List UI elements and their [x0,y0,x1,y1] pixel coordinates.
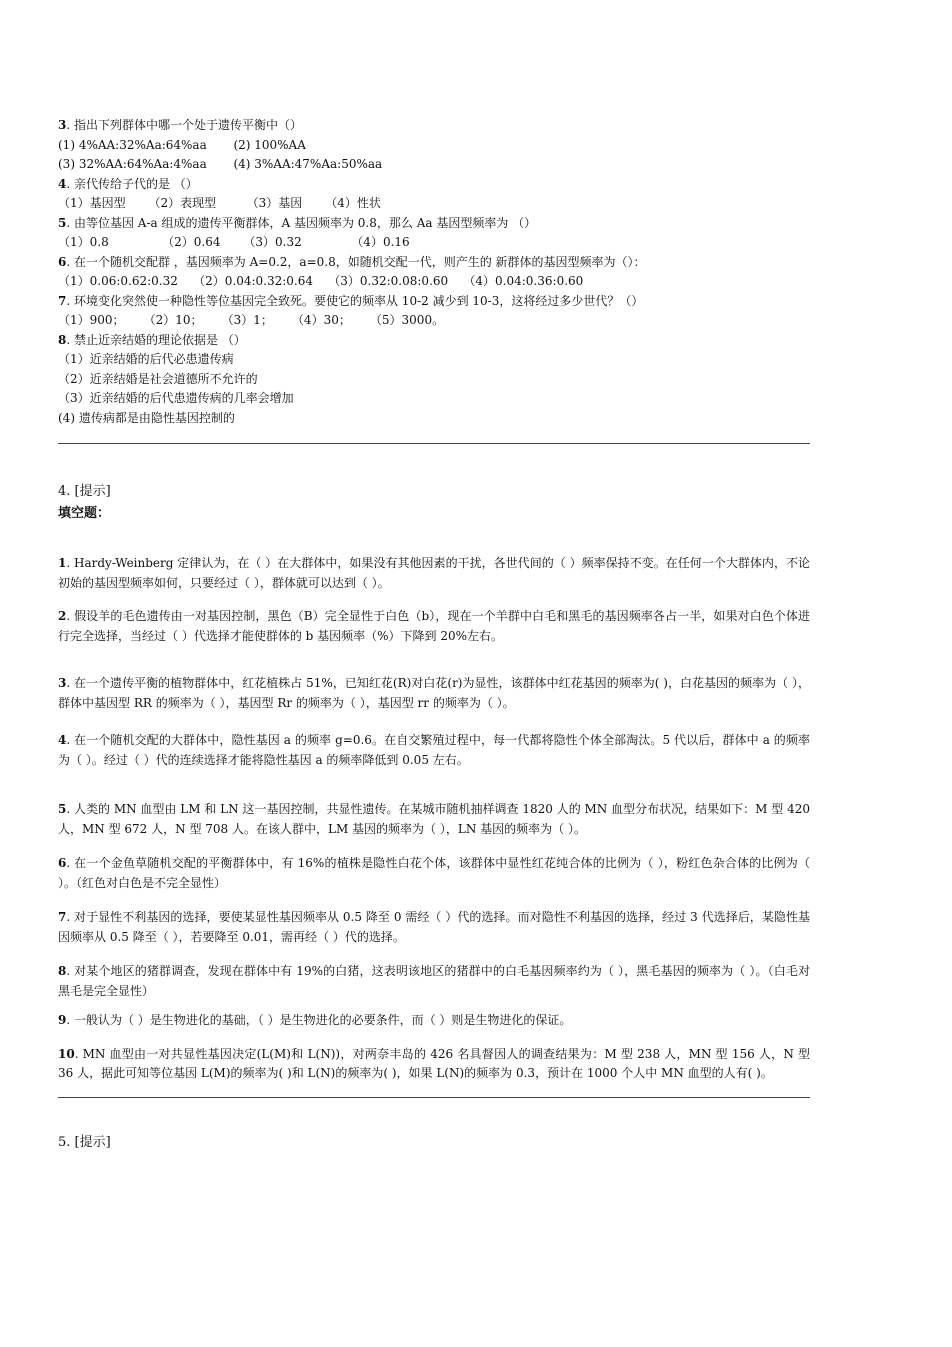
document-page [58,116,810,1153]
question-text: . 在一个随机交配群 ，基因频率为 A=0.2，a=0.8，如随机交配一代，则产生的 新群体的基因型频率为（）： [66,254,646,269]
question-number: 1 [58,556,67,570]
question-number: 3 [58,676,67,690]
question-text: . 由等位基因 A-a 组成的遗传平衡群体，A 基因频率为 0.8，那么 Aa 基因型频率为 （） [66,215,537,230]
question-options: (3) 32%AA:64%Aa:4%aa (4) 3%AA:47%Aa:50%aa [58,157,383,171]
question-text: . 在一个随机交配的大群体中，隐性基因 a 的频率 g=0.6。在自交繁殖过程中，每一代都将隐性个体全部淘汰。5 代以后，群体中 a 的频率为（ ）。经过（ ）代的连续选择才能将隐性基因 a 的频率降低到 0.05 左右。 [58,733,810,767]
question-number: 3 [58,118,67,132]
question-options: (1) 4%AA:32%Aa:64%aa (2) 100%AA [58,137,306,152]
question-text: . 对某个地区的猪群调查，发现在群体中有 19%的白猪，这表明该地区的猪群中的白毛基因频率约为（ ），黑毛基因的频率为（ ）。（白毛对黑毛是完全显性） [58,964,810,998]
fill-question-4 [58,731,810,770]
question-3 [58,116,810,175]
question-options: （1）0.8 （2）0.64 （3）0.32 （4）0.16 [58,235,410,249]
question-number: 10 [58,1046,75,1061]
fill-question-6 [58,854,810,893]
question-text: . 人类的 MN 血型由 LM 和 LN 这一基因控制，共显性遗传。在某城市随机抽样调查 1820 人的 MN 血型分布状况，结果如下：M 型 420 人，MN 型 672 人，N 型 708 人。在该人群中，LM 基因的频率为（ ），LN 基因的频率为（ ）。 [58,802,810,836]
fill-question-7 [58,908,810,947]
question-number: 2 [58,609,67,623]
question-number: 4 [58,176,67,191]
question-text: . 环境变化突然使一种隐性等位基因完全致死。要使它的频率从 10-2 减少到 10-3，这将经过多少世代？（） [66,293,644,308]
question-6 [58,253,810,292]
question-text: . 在一个遗传平衡的植物群体中，红花植株占 51%，已知红花(R)对白花(r)为显性，该群体中红花基因的频率为( )，白花基因的频率为（ ），群体中基因型 RR 的频率为（ ），基因型 Rr 的频率为（ ），基因型 rr 的频率为（ ）。 [58,676,810,710]
question-number: 8 [58,964,67,978]
question-text: . 指出下列群体中哪一个处于遗传平衡中（） [66,118,302,132]
hint-label-4: 4. [提示] [58,484,111,499]
question-number: 6 [58,254,67,269]
hint-label-5: 5. [提示] [58,1134,111,1150]
question-text: . 禁止近亲结婚的理论依据是 （） [66,332,246,347]
question-options: (4) 遗传病都是由隐性基因控制的 [58,410,235,425]
question-number: 5 [58,802,67,816]
question-number: 5 [58,215,67,230]
question-options: （1）基因型 （2）表现型 （3）基因 （4）性状 [58,196,381,210]
question-options: （2）近亲结婚是社会道德所不允许的 [58,371,258,386]
question-text: . 假设羊的毛色遗传由一对基因控制，黑色（B）完全显性于白色（b），现在一个羊群中白毛和黑毛的基因频率各占一半，如果对白色个体进行完全选择，当经过（ ）代选择才能使群体的 b 基因频率（%）下降到 20%左右。 [58,609,810,643]
question-text: . 亲代传给子代的是 （） [66,176,198,191]
question-8 [58,331,810,429]
question-text: . 在一个金鱼草随机交配的平衡群体中，有 16%的植株是隐性白花个体，该群体中显性红花纯合体的比例为（ ），粉红色杂合体的比例为（ ）。（红色对白色是不完全显性） [58,856,810,890]
question-number: 7 [58,910,67,924]
fill-question-2 [58,607,810,646]
fill-question-10 [58,1045,810,1084]
fill-question-8 [58,962,810,1001]
question-number: 7 [58,293,67,308]
question-options: （1）900； （2）10； （3）1； （4）30； （5）3000。 [58,313,445,327]
fill-question-3 [58,674,810,713]
question-options: （1）近亲结婚的后代必患遗传病 [58,352,234,366]
fill-question-9 [58,1011,810,1031]
question-5 [58,214,810,253]
question-text: . MN 血型由一对共显性基因决定(L(M)和 L(N))，对两奈丰岛的 426 名具督因人的调查结果为：M 型 238 人，MN 型 156 人，N 型 36 人，据此可知等位基因 L(M)的频率为( )和 L(N)的频率为( )，如果 L(N)的频率为 0.3，预计在 1000 个人中 MN 血型的人有( )。 [58,1046,810,1080]
question-text: . 一般认为（ ）是生物进化的基础，（ ）是生物进化的必要条件，而（ ）则是生物进化的保证。 [66,1013,572,1027]
question-number: 9 [58,1013,67,1027]
question-options: （3）近亲结婚的后代患遗传病的几率会增加 [58,391,294,405]
question-7 [58,292,810,331]
question-options: （1）0.06:0.62:0.32 （2）0.04:0.32:0.64 （3）0.32:0.08:0.60 （4）0.04:0.36:0.60 [58,274,584,288]
fill-heading: 填空题： [58,506,111,521]
question-text: . Hardy-Weinberg 定律认为，在（ ）在大群体中，如果没有其他因素的干扰，各世代间的（ ）频率保持不变。在任何一个大群体内，不论初始的基因型频率如何，只要经过（ ），群体就可以达到（ ）。 [58,556,810,590]
question-number: 4 [58,733,67,747]
fill-section [58,554,810,1084]
question-text: . 对于显性不利基因的选择，要使某显性基因频率从 0.5 降至 0 需经（ ）代的选择。而对隐性不利基因的选择，经过 3 代选择后，某隐性基因频率从 0.5 降至（ ），若要降至 0.01，需再经（ ）代的选择。 [58,910,810,944]
question-4 [58,175,810,214]
choice-section [58,116,810,428]
fill-question-1 [58,554,810,593]
fill-question-5 [58,800,810,839]
question-number: 8 [58,332,67,347]
question-number: 6 [58,856,67,870]
